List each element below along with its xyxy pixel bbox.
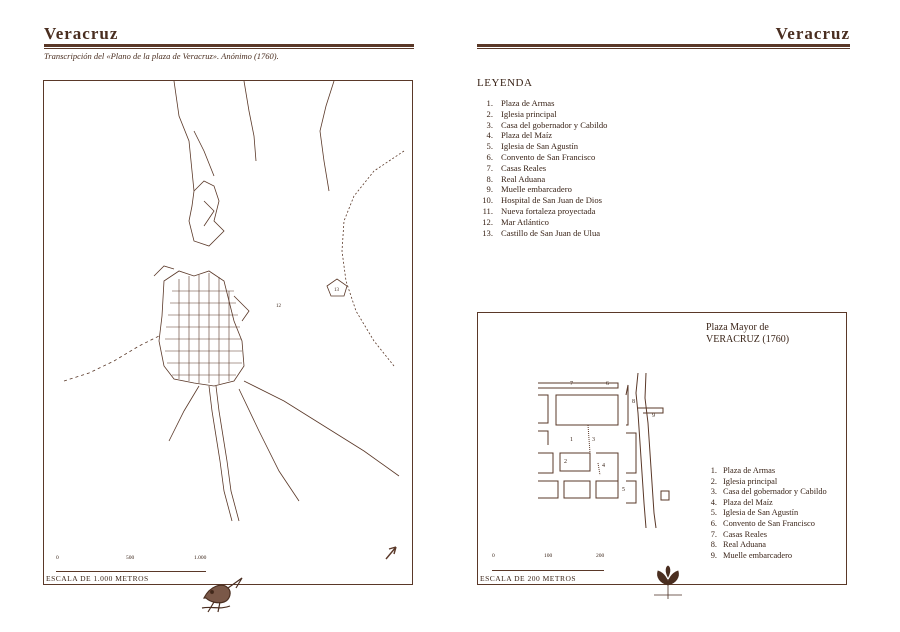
inset-legend-item bbox=[703, 540, 838, 551]
inset-legend-num: 1. bbox=[710, 466, 717, 475]
legend-label: Nueva fortaleza proyectada bbox=[501, 205, 596, 216]
legend-label: Casas Reales bbox=[501, 162, 547, 173]
legend-item bbox=[477, 109, 607, 120]
map-label-12: 12 bbox=[276, 304, 281, 309]
legend-num: 2. bbox=[486, 108, 493, 119]
left-page-title: Veracruz bbox=[44, 24, 119, 43]
inset-legend-num: 5. bbox=[710, 508, 717, 518]
inset-title bbox=[706, 322, 789, 346]
legend-label: Plaza del Maíz bbox=[501, 130, 553, 141]
inset-legend-num: 6. bbox=[710, 518, 717, 528]
left-title-rule bbox=[44, 44, 414, 47]
inset-legend-item bbox=[703, 487, 838, 498]
inset-legend-label: Muelle embarcadero bbox=[723, 550, 793, 560]
inset-label-5: 5 bbox=[622, 487, 625, 493]
legend-label: Real Aduana bbox=[501, 173, 546, 184]
legend-label: Mar Atlántico bbox=[501, 216, 549, 227]
legend-item bbox=[477, 228, 607, 239]
legend-label: Muelle embarcadero bbox=[501, 184, 572, 195]
inset-label-4: 4 bbox=[602, 463, 605, 469]
inset-legend-label: Real Aduana bbox=[723, 540, 767, 550]
inset-label-1: 1 bbox=[570, 437, 573, 443]
inset-legend-num: 2. bbox=[710, 476, 717, 486]
inset-label-9: 9 bbox=[652, 413, 655, 419]
legend-num: 10. bbox=[482, 195, 493, 206]
legend-item bbox=[477, 206, 607, 217]
inset-label-2: 2 bbox=[564, 459, 567, 465]
inset-legend-num: 7. bbox=[710, 529, 717, 539]
legend-num: 11. bbox=[482, 205, 493, 216]
legend-label: Castillo de San Juan de Ulua bbox=[501, 227, 601, 238]
legend-num: 7. bbox=[486, 162, 493, 173]
inset-legend-label: Plaza del Maíz bbox=[723, 497, 773, 507]
legend-num: 9. bbox=[486, 184, 493, 195]
inset-legend-num: 8. bbox=[710, 540, 717, 550]
inset-legend-label: Casas Reales bbox=[723, 529, 767, 539]
legend-item bbox=[477, 98, 607, 109]
left-title-rule-thin bbox=[44, 48, 414, 49]
legend-num: 13. bbox=[482, 227, 493, 238]
inset-scale-tick-0: 0 bbox=[492, 553, 495, 559]
inset-legend-item bbox=[703, 498, 838, 509]
inset-legend-item bbox=[703, 551, 838, 562]
inset-legend-label: Iglesia de San Agustín bbox=[723, 508, 799, 518]
legend-label: Hospital de San Juan de Dios bbox=[501, 195, 602, 206]
inset-legend-list bbox=[703, 466, 838, 561]
inset-legend-num: 4. bbox=[710, 497, 717, 507]
right-title-rule-thin bbox=[477, 48, 850, 49]
inset-legend-label: Convento de San Francisco bbox=[723, 518, 815, 528]
inset-scale bbox=[492, 553, 612, 571]
inset-legend-num: 3. bbox=[710, 487, 717, 497]
legend-item bbox=[477, 217, 607, 228]
map-label-13: 13 bbox=[334, 288, 339, 293]
inset-scale-bar bbox=[492, 565, 604, 571]
inset-legend-label: Iglesia principal bbox=[723, 476, 778, 486]
map-caption: Transcripción del «Plano de la plaza de Veracruz». Anónimo (1760). bbox=[44, 51, 279, 61]
main-scale-tick-1000: 1.000 bbox=[194, 555, 207, 561]
main-scale-tick-500: 500 bbox=[126, 555, 135, 561]
legend-num: 1. bbox=[486, 98, 493, 108]
inset-legend-label: Plaza de Armas bbox=[723, 466, 776, 475]
right-page-title: Veracruz bbox=[775, 24, 850, 43]
inset-legend-item bbox=[703, 477, 838, 488]
legend-item bbox=[477, 174, 607, 185]
legend-label: Plaza de Armas bbox=[501, 98, 555, 108]
legend-num: 5. bbox=[486, 141, 493, 152]
legend-item bbox=[477, 184, 607, 195]
inset-legend-label: Casa del gobernador y Cabildo bbox=[723, 487, 827, 497]
inset-legend-item bbox=[703, 530, 838, 541]
legend-item bbox=[477, 163, 607, 174]
legend-item bbox=[477, 152, 607, 163]
inset-label-7: 7 bbox=[570, 381, 573, 387]
main-scale-bar bbox=[56, 567, 206, 572]
inset-scale-label: ESCALA DE 200 METROS bbox=[480, 574, 577, 583]
legend-item bbox=[477, 141, 607, 152]
inset-title-line2: VERACRUZ (1760) bbox=[706, 334, 790, 345]
inset-scale-tick-200: 200 bbox=[596, 553, 605, 559]
inset-legend-item bbox=[703, 466, 838, 477]
legend-num: 8. bbox=[486, 173, 493, 184]
legend-list bbox=[477, 98, 607, 238]
inset-legend-item bbox=[703, 508, 838, 519]
legend-label: Iglesia principal bbox=[501, 108, 557, 119]
main-scale-tick-0: 0 bbox=[56, 555, 59, 561]
legend-item bbox=[477, 130, 607, 141]
inset-label-3: 3 bbox=[592, 437, 595, 443]
flower-ornament bbox=[648, 565, 688, 601]
legend-title: LEYENDA bbox=[477, 77, 533, 89]
legend-num: 4. bbox=[486, 130, 493, 141]
legend-label: Convento de San Francisco bbox=[501, 151, 596, 162]
bird-ornament bbox=[196, 568, 252, 616]
inset-legend-item bbox=[703, 519, 838, 530]
inset-label-8: 8 bbox=[632, 399, 635, 405]
inset-legend-num: 9. bbox=[710, 550, 717, 560]
main-map-drawing bbox=[44, 81, 412, 584]
main-scale bbox=[56, 555, 216, 572]
legend-num: 3. bbox=[486, 119, 493, 130]
legend-label: Casa del gobernador y Cabildo bbox=[501, 119, 608, 130]
legend-item bbox=[477, 120, 607, 131]
inset-title-line1: Plaza Mayor de bbox=[706, 322, 769, 333]
legend-item bbox=[477, 195, 607, 206]
legend-num: 12. bbox=[482, 216, 493, 227]
legend-label: Iglesia de San Agustín bbox=[501, 141, 579, 152]
inset-scale-tick-100: 100 bbox=[544, 553, 553, 559]
right-title-rule bbox=[477, 44, 850, 47]
legend-num: 6. bbox=[486, 151, 493, 162]
main-map-frame bbox=[43, 80, 413, 585]
main-scale-label: ESCALA DE 1.000 METROS bbox=[46, 574, 149, 583]
inset-label-6: 6 bbox=[606, 381, 609, 387]
